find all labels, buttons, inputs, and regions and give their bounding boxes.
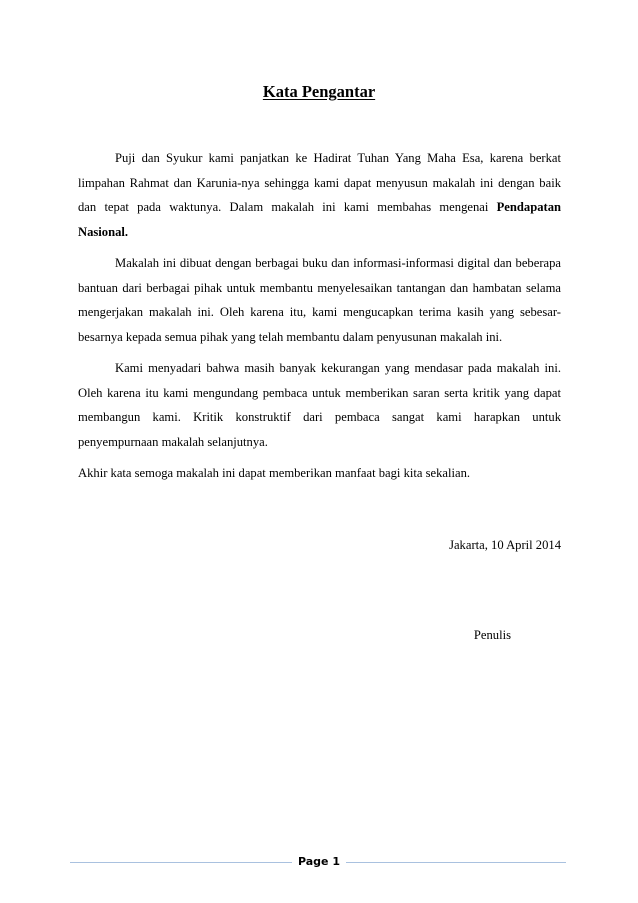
paragraph-3: Kami menyadari bahwa masih banyak kekurangan yang mendasar pada makalah ini. Oleh karena itu kami mengundang pembaca untuk memberikan saran serta kritik yang dapat membangun kami. Kritik konstruktif dari pembaca sangat kami harapkan untuk penyempurnaan makalah selanjutnya. <box>78 361 561 449</box>
place-date: Jakarta, 10 April 2014 <box>449 538 561 552</box>
paragraph-1-text: Puji dan Syukur kami panjatkan ke Hadirat Tuhan Yang Maha Esa, karena berkat limpahan Rahmat dan Karunia-nya sehingga kami dapat menyusun makalah ini dengan baik dan tepat pada waktunya. Dalam makalah ini kami membahas mengenai <box>78 151 561 214</box>
author-signature: Penulis <box>473 628 511 642</box>
page-title <box>0 82 638 102</box>
footer-divider-left <box>70 862 292 863</box>
page-title-text: Kata Pengantar <box>262 82 376 101</box>
footer-divider-right <box>346 862 566 863</box>
paragraph-1-bold-topic: Pendapatan Nasional. <box>78 200 561 239</box>
document-body <box>78 146 561 493</box>
paragraph-1 <box>78 146 561 244</box>
paragraph-2: Makalah ini dibuat dengan berbagai buku dan informasi-informasi digital dan beberapa bantuan dari berbagai pihak untuk membantu menyelesaikan tantangan dan hambatan selama mengerjakan makalah ini. Oleh karena itu, kami mengucapkan terima kasih yang sebesar-besarnya kepada semua pihak yang telah membantu dalam penyusunan makalah ini. <box>78 256 561 344</box>
page-number: Page 1 <box>297 855 340 868</box>
paragraph-4: Akhir kata semoga makalah ini dapat memberikan manfaat bagi kita sekalian. <box>78 466 471 480</box>
